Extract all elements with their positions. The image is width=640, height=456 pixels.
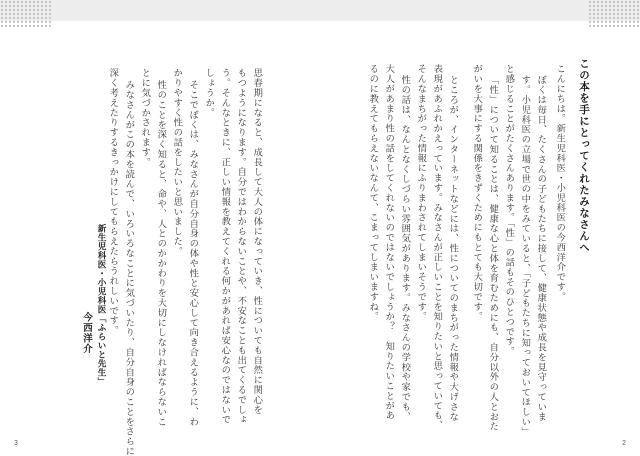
text-line: こんにちは。新生児科医・小児科医の今西洋介です。 [554,64,566,302]
text-line: 性のことを深く知ると、命や、人とのかかわりを大切にしなければならないこ [155,80,167,427]
text-line: 大人があまり性の話をしてくれないのではないでしょうか？ 知りたいことがあ [383,64,395,421]
page-heading: この本を手にとってくれたみなさんへ [578,58,590,254]
text-line: う。そんなときに、正しい情報を教えてくれる何かがあれば安心なのではないで [219,68,231,425]
text-line: るのに教えてもらえないなんて、こまってしまいますね。 [367,64,379,322]
text-line: す。小児科医の立場で世の中をみていると、「子どもたちに知っておいてほしい」 [519,75,531,437]
corner-dot-pattern [0,0,52,28]
text-line: しょうか。 [203,68,215,118]
text-line: かりやすく性の話をしたいと思いました。 [171,68,183,257]
text-line: 思春期になると、成長して大人の体になっていき、性についても自然に関心を [251,68,263,415]
page-number-right: 2 [622,440,626,447]
text-line: 性の話は、なんとなくしづらい雰囲気があります。みなさんの学校や家でも、 [399,75,411,422]
text-line: そこでぼくは、みなさんが自分自身の体や性と安心して向き合えるように、わ [187,80,199,427]
page-number-left: 3 [14,440,18,447]
text-line: 深く考えたりするきっかけにしてもらえたらうれしいです。 [107,68,119,336]
text-line: そんなまちがった情報にふりまわされてしまいそうです。 [415,64,427,322]
top-band [0,0,640,21]
text-line: みなさんがこの本を読んで、いろいろなことに気づいたり、自分自身のことをさらに [123,80,135,456]
text-line: 表現があふれかえっています。みなさんが正しいことを知りたいと思っていても、 [431,64,443,431]
text-line: と感じることがたくさんあります。「性」の話もそのひとつです。 [503,64,515,357]
signature-institution: 新生児科医・小児科医「ふらいと先生」 [96,224,106,386]
text-line: もつようになります。自分ではわからないことや、不安なことも出てくるでしょ [235,68,247,425]
text-line: がいを大事にする関係をきずくためにもとても大切です。 [471,64,483,322]
signature-name: 今西洋介 [81,312,92,354]
text-line: ところが、インターネットなどには、性についてのまちがった情報や大げさな [447,75,459,422]
text-line: ぼくは毎日、たくさんの子どもたちに接して、健康状態や成長を見守っていま [535,75,547,422]
corner-dot-pattern [588,0,640,28]
text-line: とに気づかされます。 [139,68,151,167]
text-line: 「性」について知ることは、健康な心と体を育むためにも、自分以外の人とおた [487,75,499,432]
